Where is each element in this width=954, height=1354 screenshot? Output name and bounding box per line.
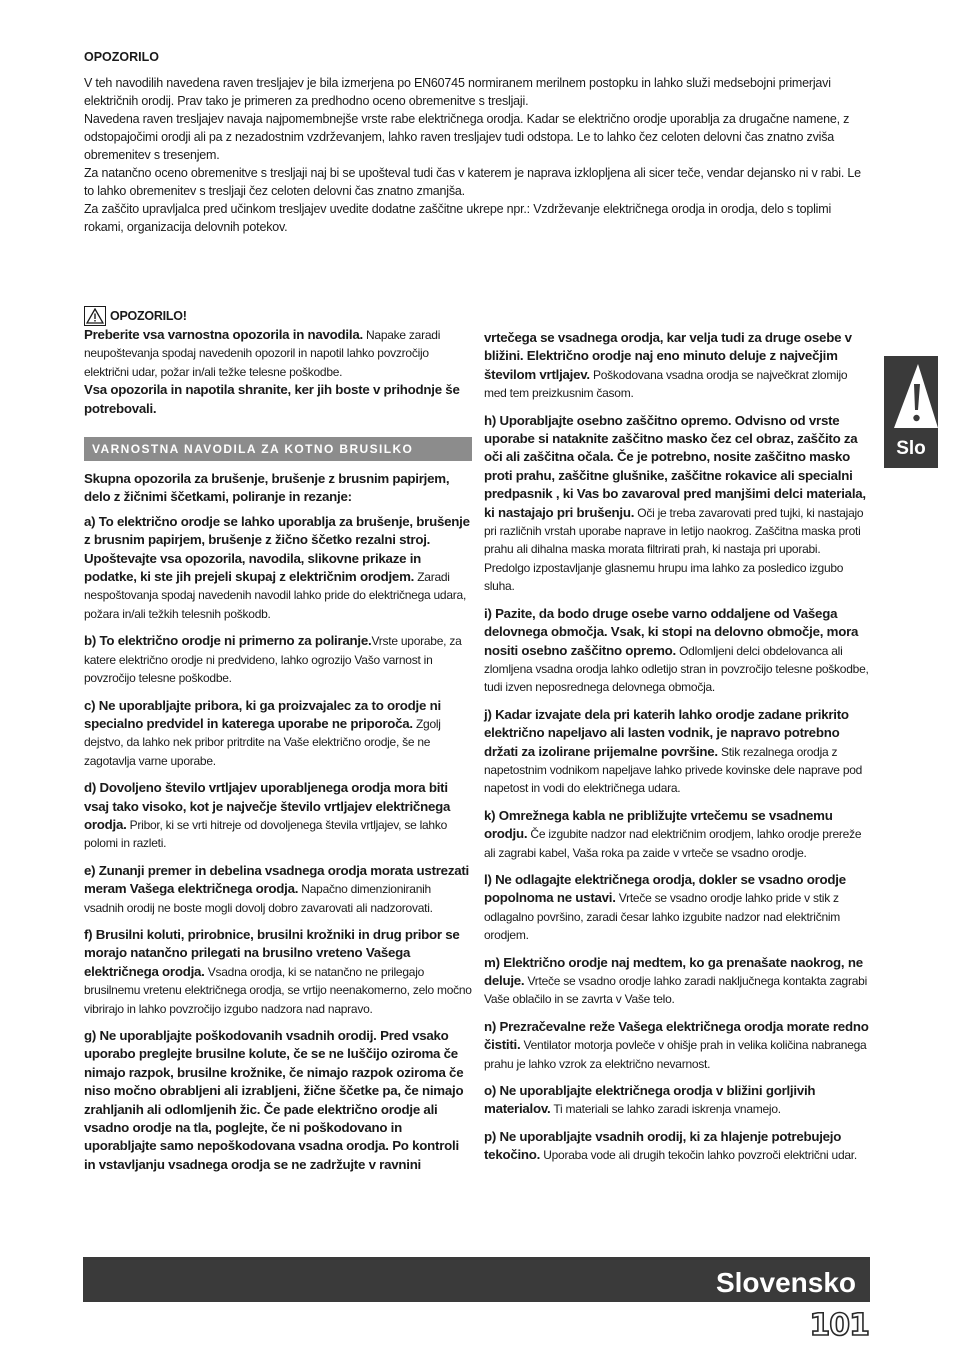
vibration-paragraph-3: Za natančno oceno obremenitve s tresljaji naj bi se upošteval tudi čas v katerem je naprava izklopljena ali sicer teče, vendar dejansko ni v rabi. Le to lahko obremenitev s tresljaji čez celoten delovni čas znatno zmanjša. [84,166,861,198]
vibration-paragraph-1: V teh navodilih navedena raven tresljajev je bila izmerjena po EN60745 normiranem merilnem postopku in lahko služi medsebojni primerjavi električnih orodij. Prav tako je primeren za predhodno oceno obremenitve s tresljaji. [84,76,831,108]
vibration-paragraph-2: Navedena raven tresljajev navaja najpomembnejše vrste rabe električnega orodja. Kadar se električno orodje uporablja za drugačne namene, z odstopajočimi orodji ali pa z nezadostnim vzdrževanjem, lahko raven tresljajev tudi odstopa. Le to lahko čez celoten delovni čas znatno zviša obremenitev s tresenjem. [84,112,850,162]
warning-exclamation-icon [884,356,938,434]
page-number: 101 [809,1308,869,1343]
safety-item-m: m) Električno orodje naj medtem, ko ga prenašate naokrog, ne deluje. Vrteče se vsadno orodje lahko zaradi naključnega kontakta zagrabi Vaše oblačilo in se zavrta v Vaše telo. [484,954,867,1007]
warning-triangle-icon [84,306,106,326]
safety-item-g-continued: vrtečega se vsadnega orodja, kar velja tudi za druge osebe v bližini. Električno orodje naj eno minuto deluje z največjim številom vrtljajev. Poškodovana vsadna orodja se največkrat zlomijo med tem preizkusnim časom. [484,330,852,401]
language-tab-label: Slo [896,438,926,459]
right-column [484,329,869,1174]
vibration-paragraph-4: Za zaščito upravljalca pred učinkom tresljajev uvedite dodatne zaščitne ukrepe npr.: Vzdrževanje električnega orodja in orodja, delo s toplimi rokami, organizacija delovnih potekov. [84,202,832,234]
safety-item-d: d) Dovoljeno število vrtljajev uporabljenega orodja mora biti vsaj tako visoko, kot je največje število vrtljajev električnega orodja. Pribor, ki se vrti hitreje od dovoljenega števila vrtljajev, se lahko polomi in razleti. [84,780,451,851]
safety-item-p: p) Ne uporabljajte vsadnih orodij, ki za hlajenje potrebujejo tekočino. Uporaba vode ali drugih tekočin lahko povzroči električni udar. [484,1128,857,1163]
safety-item-g: g) Ne uporabljajte poškodovanih vsadnih orodij. Pred vsako uporabo preglejte brusilne kolute, če se ne luščijo oziroma če nimajo razpok, brusilne krožnike, če nimajo razpok oziroma če niso močno obrabljeni ali izrabljeni, žične ščetke pa, če nimajo zrahljanih ali odlomljenih žic. Če pade električno orodje ali vsadno orodje na tla, poglejte, če ni poškodovano in uporabljajte samo nepoškodovana vsadna orodja. Po kontroli in vstavljanju vsadnega orodja se ne zadržujte v ravnini [84,1028,464,1172]
safety-item-f: f) Brusilni koluti, prirobnice, brusilni krožniki in drug pribor se morajo natančno prilegati na brusilno vreteno Vašega električnega orodja. Vsadna orodja, ki se natančno ne prilegajo brusilnemu vretenu električnega orodja, se vrtijo neenakomerno, zelo močno vibrirajo in lahko povzročijo izgubo nadzora nad napravo. [84,926,472,1016]
footer-language-bar: Slovensko [83,1257,870,1302]
safety-warning-title: OPOZORILO! [110,308,187,323]
safety-item-o: o) Ne uporabljajte električnega orodja v bližini gorljivih materialov. Ti materiali se lahko zaradi iskrenja vnamejo. [484,1083,816,1117]
safety-item-e: e) Zunanji premer in debelina vsadnega orodja morata ustrezati meram Vašega električnega orodja. Napačno dimenzioniranih vsadnih orodij ne boste mogli dovolj dobro zavarovati ali nadzorovati. [84,862,469,915]
safety-warning-intro [84,326,472,418]
section-heading-bar: VARNOSTNA NAVODILA ZA KOTNO BRUSILKO [84,437,472,461]
vibration-warning-block [84,50,869,236]
read-warnings-text: Napake zaradi neupoštevanja spodaj navedenih opozoril in napotil lahko povzročijo električni udar, požar in/ali težke telesne poškodbe. [84,328,441,379]
safety-item-h: h) Uporabljajte osebno zaščitno opremo. Odvisno od vrste uporabe si nataknite zaščitno masko čez cel obraz, zaščito za oči ali zaščitna očala. Če je potrebno, nosite zaščitno masko proti prahu, zaščitne glušnike, zaščitne rokavice ali specialni predpasnik , ki Vas bo zavaroval pred manjšimi delci materiala, ki nastajajo pri brušenju. Oči je treba zavarovati pred tujki, ki nastajajo pri različnih vrstah uporabe naprave in letijo naokrog. Zaščitna maska proti prahu ali dihalna maska morata filtrirati prah, ki nastaja pri uporabi. Predolgo izpostavljanje glasnemu hrupu ima lahko za posledico izgubo sluha. [484,412,866,594]
safety-item-n: n) Prezračevalne reže Vašega električnega orodja morate redno čistiti. Ventilator motorja povleče v ohišje prah in velika količina nabranega prahu je lahko vzrok za električno nevarnost. [484,1018,869,1071]
safety-item-i: i) Pazite, da bodo druge osebe varno oddaljene od Vašega delovnega območja. Vsak, ki stopi na delovno območje, mora nositi osebno zaščitno opremo. Odlomljeni delci obdelovanca ali zlomljena vsadna orodja lahko odletijo stran in povzročijo telesne poškodbe, tudi izven neposrednega delovnega območja. [484,605,869,695]
section-intro: Skupna opozorila za brušenje, brušenje z brusnim papirjem, delo z žičnimi ščetkami, poliranje in rezanje: [84,471,450,505]
safety-item-c: c) Ne uporabljajte pribora, ki ga proizvajalec za to orodje ni specialno predvidel in katerega uporabe ne priporoča. Zgolj dejstvo, da lahko nek pribor pritrdite na Vaše električno orodje, še ne zagotavlja varne uporabe. [84,697,441,768]
left-column [84,306,472,1183]
safety-item-j: j) Kadar izvajate dela pri katerih lahko orodje zadane prikrito električno napeljavo ali lasten vodnik, je napravo potrebno držati za izolirane prijemalne površine. Stik rezalnega orodja z napetostnim vodnikom napeljave lahko privede kovinske dele naprave pod napetost in vodi do električnega udara. [484,706,863,796]
safety-warning-heading [84,306,472,326]
safety-item-k: k) Omrežnega kabla ne približujte vrtečemu se vsadnemu orodju. Če izgubite nadzor nad električnim orodjem, lahko orodje prereže ali zagrabi kabel, Vaša roka pa zaide v vrteče se vsadno orodje. [484,807,862,860]
keep-warnings-bold: Vsa opozorila in napotila shranite, ker jih boste v prihodnje še potrebovali. [84,382,460,416]
safety-item-a: a) To električno orodje se lahko uporablja za brušenje, brušenje z brusnim papirjem, brušenje z žično ščetko rezalni stroj. Upoštevajte vsa opozorila, navodila, slikovne prikaze in podatke, ki ste jih prejeli skupaj z električnim orodjem. Zaradi nespoštovanja spodaj navedenih navodil lahko pride do električnega udara, požara in/ali težkih telesnih poškodb. [84,513,470,621]
language-side-tab [884,356,938,468]
safety-item-l: l) Ne odlagajte električnega orodja, dokler se vsadno orodje popolnoma ne ustavi. Vrteče se vsadno orodje lahko pride v stik z odlagalno površino, zaradi česar lahko izgubite nadzor nad električnim orodjem. [484,871,846,943]
vibration-warning-title: OPOZORILO [84,50,159,64]
read-warnings-bold: Preberite vsa varnostna opozorila in navodila. [84,327,363,342]
safety-item-b: b) To električno orodje ni primerno za poliranje.Vrste uporabe, za katere električno orodje ni predvideno, lahko ogrozijo Vašo varnost in povzročijo telesne poškodbe. [84,633,462,686]
